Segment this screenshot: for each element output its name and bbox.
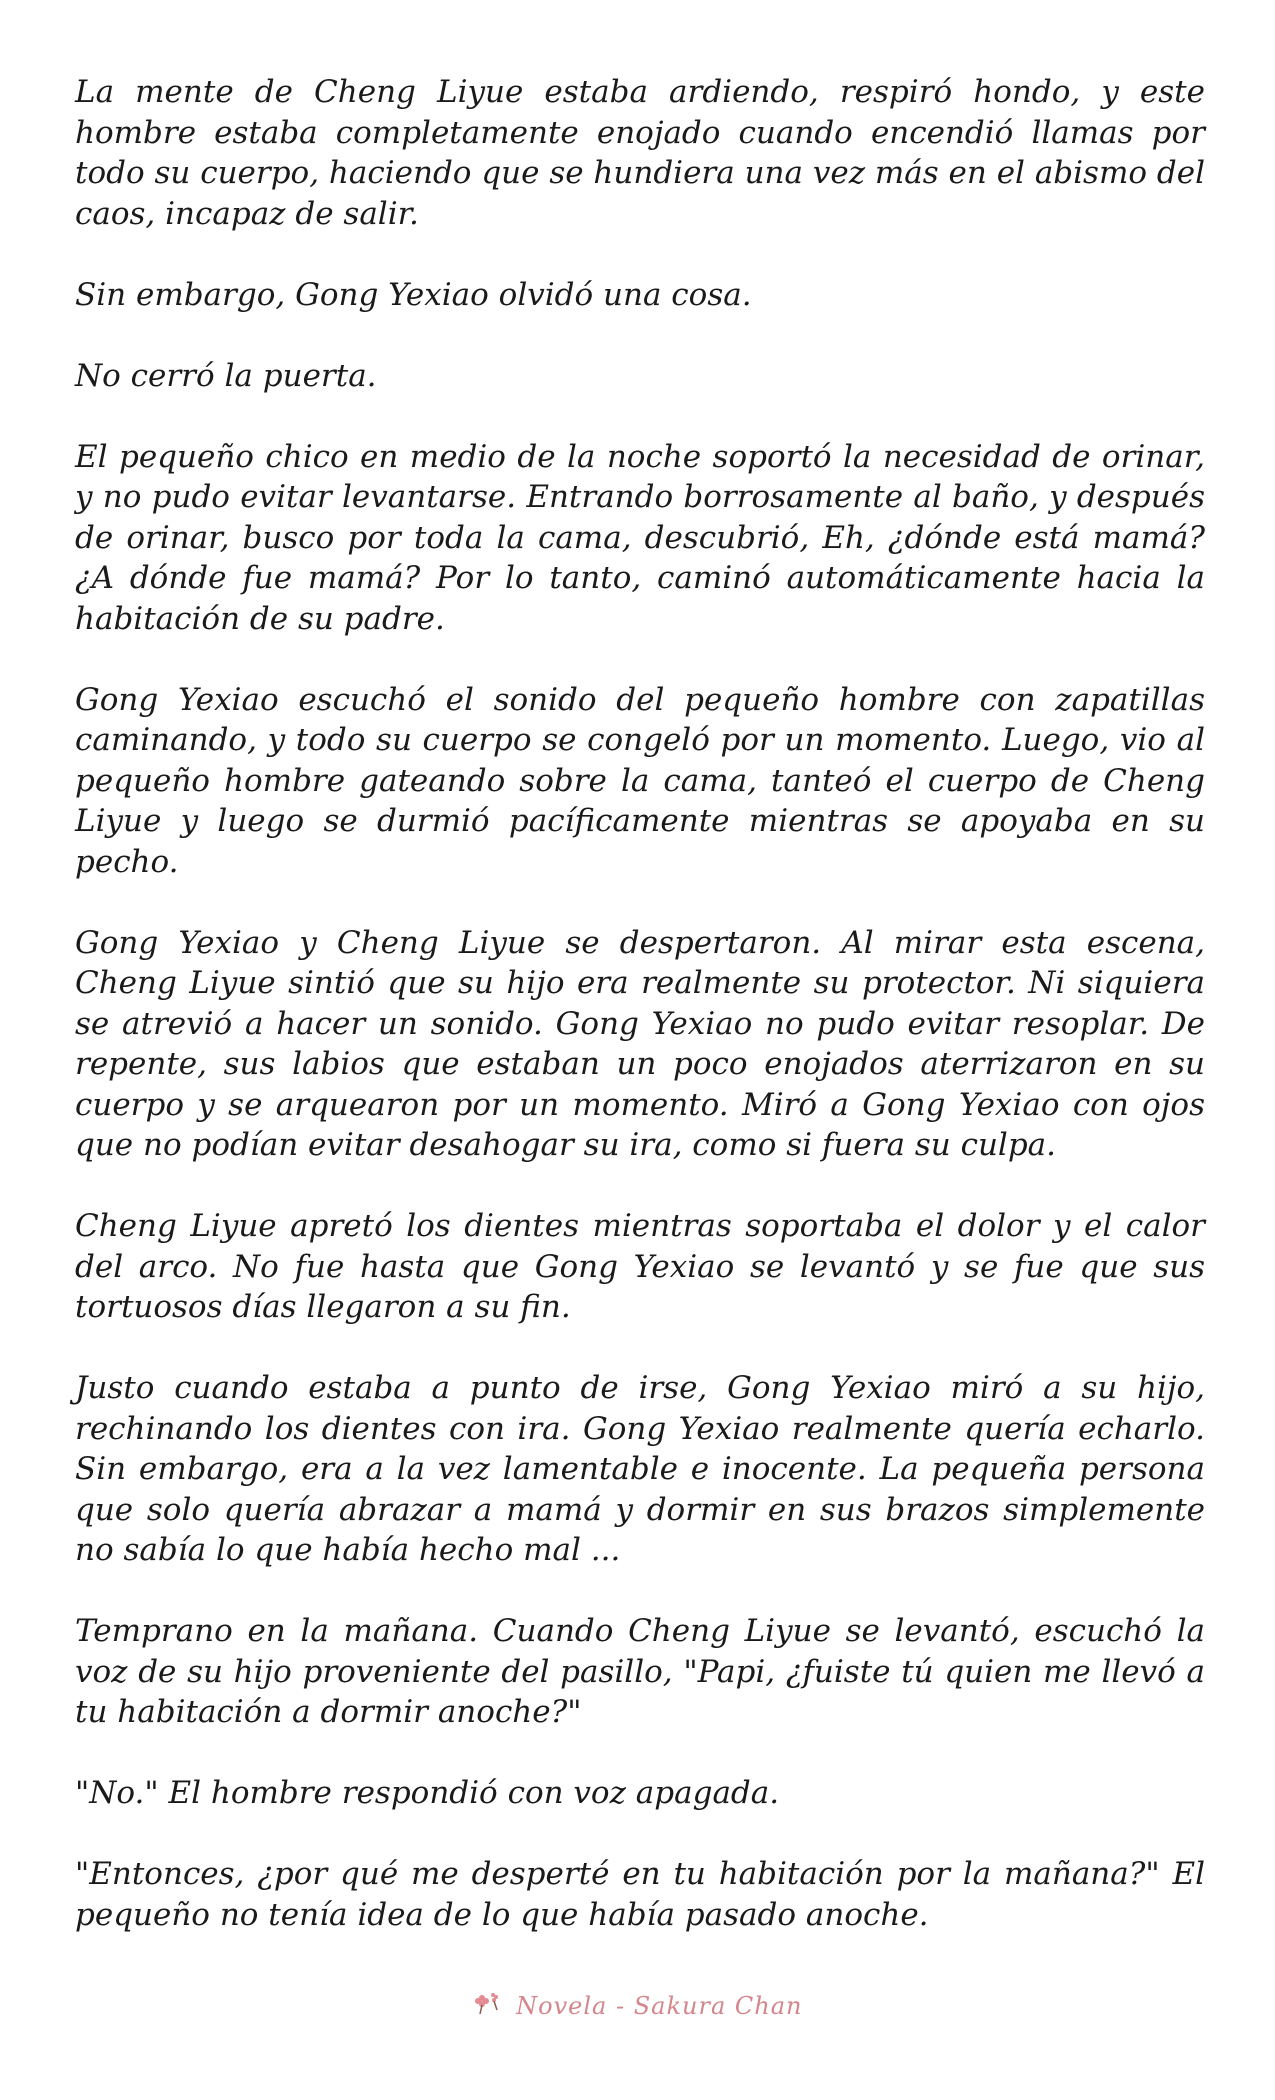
paragraph-2: Sin embargo, Gong Yexiao olvidó una cosa.: [75, 276, 752, 313]
paragraph-10: "No." El hombre respondió con voz apagada.: [75, 1775, 780, 1811]
footer-label: Novela - Sakura Chan: [516, 1992, 803, 2020]
footer-watermark: [0, 1990, 1275, 2022]
paragraph-5: Gong Yexiao escuchó el sonido del pequeño hombre con zapatillas caminando, y todo su cuerpo se congeló por un momento. Luego, vio al pequeño hombre gateando sobre la cama, tanteó el cuerpo de Cheng Liyue y luego se durmió pacíficamente mientras se apoyaba en su pecho.: [75, 681, 1205, 880]
paragraph-9: Temprano en la mañana. Cuando Cheng Liyue se levantó, escuchó la voz de su hijo proveniente del pasillo, "Papi, ¿fuiste tú quien me llevó a tu habitación a dormir anoche?": [75, 1613, 1205, 1730]
paragraph-1: La mente de Cheng Liyue estaba ardiendo, respiró hondo, y este hombre estaba completamente enojado cuando encendió llamas por todo su cuerpo, haciendo que se hundiera una vez más en el abismo del caos, incapaz de salir.: [75, 74, 1205, 232]
paragraph-3: No cerró la puerta.: [75, 357, 377, 394]
paragraph-11: "Entonces, ¿por qué me desperté en tu habitación por la mañana?" El pequeño no tenía idea de lo que había pasado anoche.: [75, 1856, 1205, 1933]
sakura-flower-icon: [473, 1990, 503, 2022]
paragraph-8: Justo cuando estaba a punto de irse, Gong Yexiao miró a su hijo, rechinando los dientes con ira. Gong Yexiao realmente quería echarlo. Sin embargo, era a la vez lamentable e inocente. La pequeña persona que solo quería abrazar a mamá y dormir en sus brazos simplemente no sabía lo que había hecho mal ...: [75, 1370, 1205, 1568]
document-body: [75, 72, 1205, 1976]
paragraph-4: El pequeño chico en medio de la noche soportó la necesidad de orinar, y no pudo evitar levantarse. Entrando borrosamente al baño, y después de orinar, busco por toda la cama, descubrió, Eh, ¿dónde está mamá? ¿A dónde fue mamá? Por lo tanto, caminó automáticamente hacia la habitación de su padre.: [75, 438, 1205, 637]
paragraph-6: Gong Yexiao y Cheng Liyue se despertaron. Al mirar esta escena, Cheng Liyue sintió que su hijo era realmente su protector. Ni siquiera se atrevió a hacer un sonido. Gong Yexiao no pudo evitar resoplar. De repente, sus labios que estaban un poco enojados aterrizaron en su cuerpo y se arquearon por un momento. Miró a Gong Yexiao con ojos que no podían evitar desahogar su ira, como si fuera su culpa.: [75, 924, 1205, 1163]
paragraph-7: Cheng Liyue apretó los dientes mientras soportaba el dolor y el calor del arco. No fue hasta que Gong Yexiao se levantó y se fue que sus tortuosos días llegaron a su fin.: [75, 1208, 1205, 1325]
